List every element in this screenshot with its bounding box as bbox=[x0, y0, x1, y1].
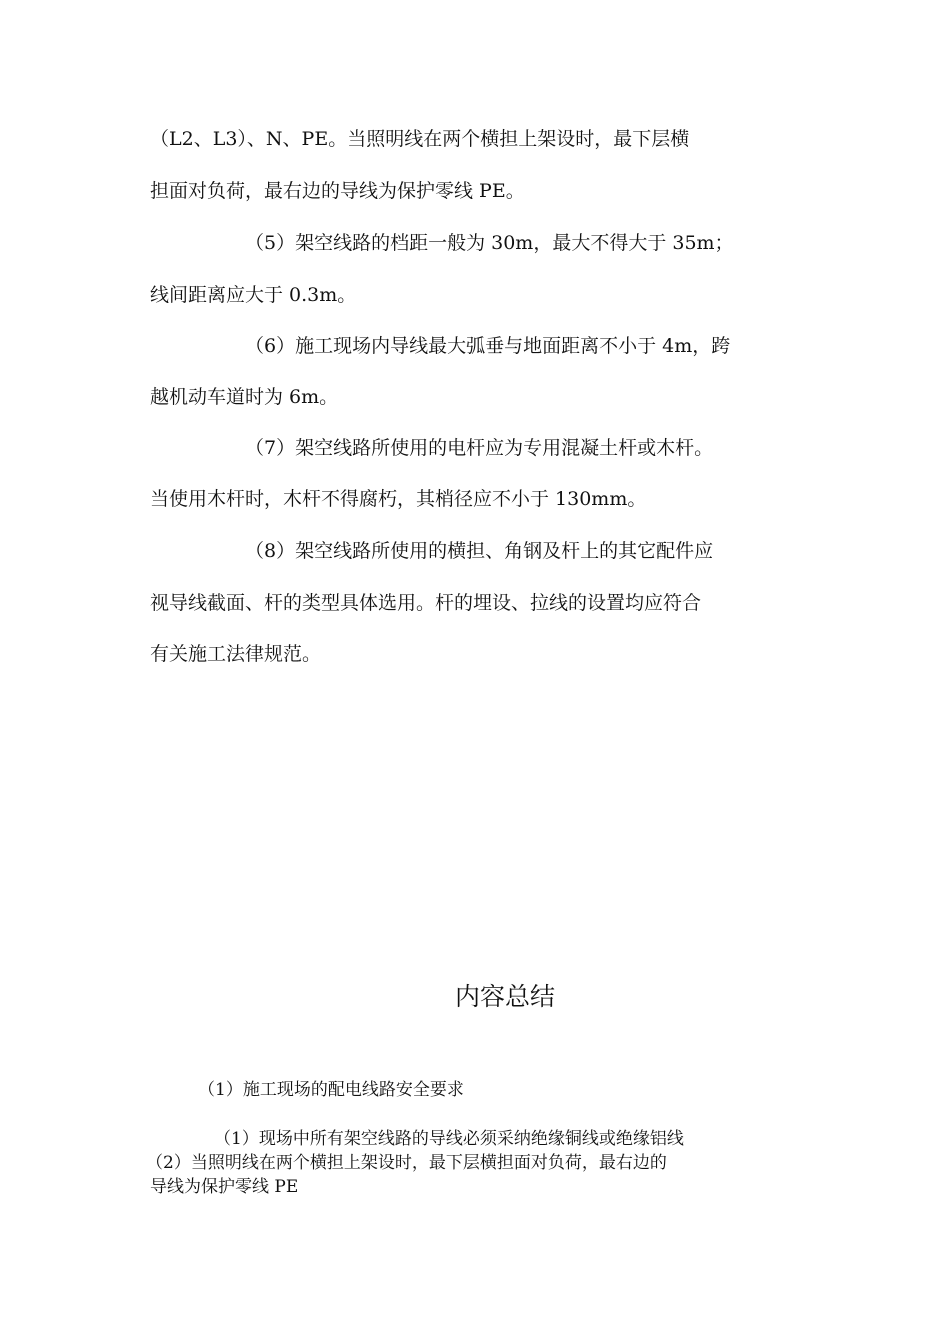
paragraph-line: 越机动车道时为 6m。 bbox=[150, 386, 339, 408]
paragraph-line: （5）架空线路的档距一般为 30m，最大不得大于 35m； bbox=[245, 232, 734, 254]
paragraph-line: 当使用木杆时，木杆不得腐朽，其梢径应不小于 130mm。 bbox=[150, 488, 647, 510]
summary-item-1: （1）施工现场的配电线路安全要求 bbox=[198, 1080, 464, 1100]
summary-heading: 内容总结 bbox=[454, 982, 555, 1011]
paragraph-line: （8）架空线路所使用的横担、角钢及杆上的其它配件应 bbox=[245, 540, 714, 562]
paragraph-line: （L2、L3）、N、PE。当照明线在两个横担上架设时，最下层横 bbox=[150, 128, 690, 150]
paragraph-line: 有关施工法律规范。 bbox=[150, 643, 322, 665]
summary-item-2: （1）现场中所有架空线路的导线必须采纳绝缘铜线或绝缘铝线 bbox=[214, 1129, 684, 1149]
paragraph-line: 线间距离应大于 0.3m。 bbox=[150, 284, 357, 306]
paragraph-line: （6）施工现场内导线最大弧垂与地面距离不小于 4m，跨 bbox=[245, 335, 731, 357]
summary-item-3-line-2: 导线为保护零线 PE bbox=[150, 1177, 299, 1197]
paragraph-line: （7）架空线路所使用的电杆应为专用混凝土杆或木杆。 bbox=[245, 437, 714, 459]
paragraph-line: 担面对负荷，最右边的导线为保护零线 PE。 bbox=[150, 180, 525, 202]
paragraph-line: 视导线截面、杆的类型具体选用。杆的埋设、拉线的设置均应符合 bbox=[150, 592, 702, 614]
summary-item-3-line-1: （2）当照明线在两个横担上架设时，最下层横担面对负荷，最右边的 bbox=[146, 1153, 667, 1173]
